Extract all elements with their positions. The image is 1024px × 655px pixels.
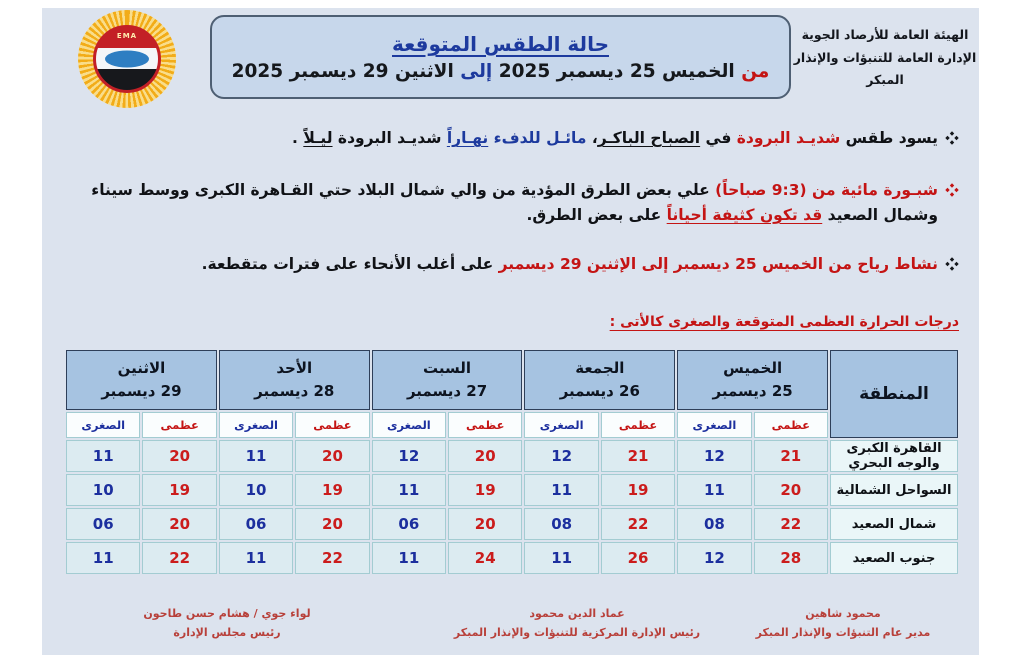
temp-max: 20 xyxy=(448,440,522,472)
max-label: عظمى xyxy=(754,412,828,438)
b1-seg10: . xyxy=(292,129,304,147)
table-row xyxy=(66,440,958,472)
date-range-to-word: إلى xyxy=(460,61,493,82)
temp-max: 21 xyxy=(601,440,675,472)
temp-max: 22 xyxy=(601,508,675,540)
bullet-text xyxy=(202,252,938,277)
max-label: عظمى xyxy=(601,412,675,438)
temp-min: 11 xyxy=(66,542,140,574)
ema-logo-text: EMA xyxy=(116,32,138,40)
b1-seg4: الصباح الباكـر xyxy=(597,129,701,147)
table-row xyxy=(66,474,958,506)
authority-line1: الهيئة العامة للأرصاد الجوية xyxy=(801,27,969,42)
day-name: الاثنين xyxy=(117,358,166,377)
region-name: شمال الصعيد xyxy=(830,508,958,540)
b1-seg8: شديـد البرودة xyxy=(332,129,447,147)
signature-title: مدير عام التنبؤات والإنذار المبكر xyxy=(755,625,931,639)
temp-max: 26 xyxy=(601,542,675,574)
temp-min: 11 xyxy=(677,474,751,506)
table-row xyxy=(66,508,958,540)
temp-min: 12 xyxy=(372,440,446,472)
forecast-bullet-fog xyxy=(78,178,959,228)
b2-seg1: شبـورة مائية من (9:3 صباحاً) xyxy=(709,181,938,199)
forecast-bullet-wind xyxy=(78,252,959,277)
forecast-bullet-cold xyxy=(78,126,959,151)
date-range-end: الاثنين 29 ديسمبر 2025 xyxy=(231,61,461,82)
signature-director-general xyxy=(718,605,968,642)
temp-min: 10 xyxy=(66,474,140,506)
signature-name: عماد الدين محمود xyxy=(529,607,625,620)
b3-seg2: على أغلب الأنحاء على فترات متقطعة. xyxy=(201,255,494,273)
day-date: 29 ديسمبر xyxy=(101,382,182,400)
min-label: الصغرى xyxy=(66,412,140,438)
b2-seg3: وشمال الصعيد xyxy=(822,205,938,224)
max-label: عظمى xyxy=(142,412,216,438)
region-name: السواحل الشمالية xyxy=(830,474,958,506)
table-day-header-row xyxy=(66,350,958,410)
title-box xyxy=(210,15,791,99)
b1-seg3: في xyxy=(700,129,732,147)
day-name: السبت xyxy=(423,358,472,377)
day-name: الأحد xyxy=(276,358,313,377)
temp-max: 20 xyxy=(754,474,828,506)
temp-min: 11 xyxy=(372,542,446,574)
bulletin-content xyxy=(42,8,979,655)
b2-seg2: علي بعض الطرق المؤدية من والي شمال البلاد حتي القـاهرة الكبرى ووسط سيناء xyxy=(91,181,710,199)
day-date: 25 ديسمبر xyxy=(712,382,793,400)
signature-name: لواء جوي / هشام حسن طاحون xyxy=(143,607,311,620)
diamond-bullet-icon xyxy=(945,131,959,145)
signature-title: رئيس الإدارة المركزية للتنبؤات والإنذار المبكر xyxy=(453,625,701,639)
table-subheader-row xyxy=(66,412,958,438)
temp-max: 20 xyxy=(295,440,369,472)
diamond-bullet-icon xyxy=(945,257,959,271)
region-name: جنوب الصعيد xyxy=(830,542,958,574)
signature-chairman xyxy=(102,605,352,642)
temp-min: 06 xyxy=(372,508,446,540)
min-label: الصغرى xyxy=(219,412,293,438)
region-column-header: المنطقة xyxy=(830,350,958,438)
temp-max: 19 xyxy=(142,474,216,506)
b1-seg7: نهـاراً xyxy=(446,129,489,147)
temp-min: 06 xyxy=(66,508,140,540)
temp-min: 11 xyxy=(524,474,598,506)
temp-min: 11 xyxy=(66,440,140,472)
temp-min: 08 xyxy=(524,508,598,540)
day-header-sunday xyxy=(219,350,370,410)
temp-min: 06 xyxy=(219,508,293,540)
max-label: عظمى xyxy=(295,412,369,438)
temperature-table-title: درجات الحرارة العظمى المتوقعة والصغرى كالأتى : xyxy=(609,314,959,330)
temp-min: 11 xyxy=(372,474,446,506)
temp-max: 22 xyxy=(142,542,216,574)
temp-max: 20 xyxy=(295,508,369,540)
ema-logo-emblem xyxy=(93,25,161,93)
b3-seg1: نشاط رياح من الخميس 25 ديسمبر إلى الإثنين 29 ديسمبر xyxy=(493,255,938,273)
signature-name: محمود شاهين xyxy=(805,607,881,620)
temp-max: 20 xyxy=(448,508,522,540)
b2-seg5: على بعض الطرق. xyxy=(526,205,667,224)
temp-min: 11 xyxy=(524,542,598,574)
temp-max: 19 xyxy=(601,474,675,506)
day-header-saturday xyxy=(372,350,523,410)
region-name: القاهرة الكبرى والوجه البحري xyxy=(830,440,958,472)
day-header-thursday xyxy=(677,350,828,410)
b1-seg5: ، xyxy=(586,129,598,147)
day-name: الخميس xyxy=(723,358,783,377)
temp-max: 20 xyxy=(142,440,216,472)
temp-max: 19 xyxy=(448,474,522,506)
temp-min: 12 xyxy=(677,440,751,472)
temp-max: 19 xyxy=(295,474,369,506)
temp-min: 12 xyxy=(524,440,598,472)
authority-name xyxy=(778,24,992,92)
min-label: الصغرى xyxy=(677,412,751,438)
max-label: عظمى xyxy=(448,412,522,438)
b1-seg6: مائـل للدفء xyxy=(488,129,587,147)
temp-min: 08 xyxy=(677,508,751,540)
temp-max: 22 xyxy=(295,542,369,574)
temp-max: 22 xyxy=(754,508,828,540)
diamond-bullet-icon xyxy=(945,183,959,197)
temp-min: 10 xyxy=(219,474,293,506)
day-date: 26 ديسمبر xyxy=(559,382,640,400)
day-name: الجمعة xyxy=(575,358,625,377)
table-row xyxy=(66,542,958,574)
day-header-monday xyxy=(66,350,217,410)
authority-line2: الإدارة العامة للتنبؤات والإنذار المبكر xyxy=(793,49,977,87)
b1-seg1: يسود طقس xyxy=(840,129,938,147)
ema-sun-logo-icon xyxy=(78,10,176,108)
page-title: حالة الطقس المتوقعة xyxy=(392,32,609,56)
date-range xyxy=(212,61,789,82)
min-label: الصغرى xyxy=(372,412,446,438)
day-date: 27 ديسمبر xyxy=(406,382,488,400)
date-range-from-word: من xyxy=(741,61,770,82)
temp-max: 21 xyxy=(754,440,828,472)
temp-min: 12 xyxy=(677,542,751,574)
temp-max: 28 xyxy=(754,542,828,574)
temp-max: 20 xyxy=(142,508,216,540)
temp-max: 24 xyxy=(448,542,522,574)
bullet-text xyxy=(91,178,938,228)
bullet-text xyxy=(292,126,938,151)
temp-min: 11 xyxy=(219,542,293,574)
day-date: 28 ديسمبر xyxy=(254,382,335,400)
min-label: الصغرى xyxy=(524,412,598,438)
date-range-start: الخميس 25 ديسمبر 2025 xyxy=(492,61,742,82)
day-header-friday xyxy=(524,350,675,410)
b2-seg4: قد تكون كثيفة أحياناً xyxy=(666,205,823,224)
signature-title: رئيس مجلس الإدارة xyxy=(173,625,281,639)
temperature-table xyxy=(64,348,960,576)
b1-seg2: شديـد البرودة xyxy=(731,129,841,147)
ema-logo-cloud-icon xyxy=(105,51,149,68)
b1-seg9: ليـلاً xyxy=(303,129,333,147)
temp-min: 11 xyxy=(219,440,293,472)
signature-central-admin-head xyxy=(432,605,722,642)
